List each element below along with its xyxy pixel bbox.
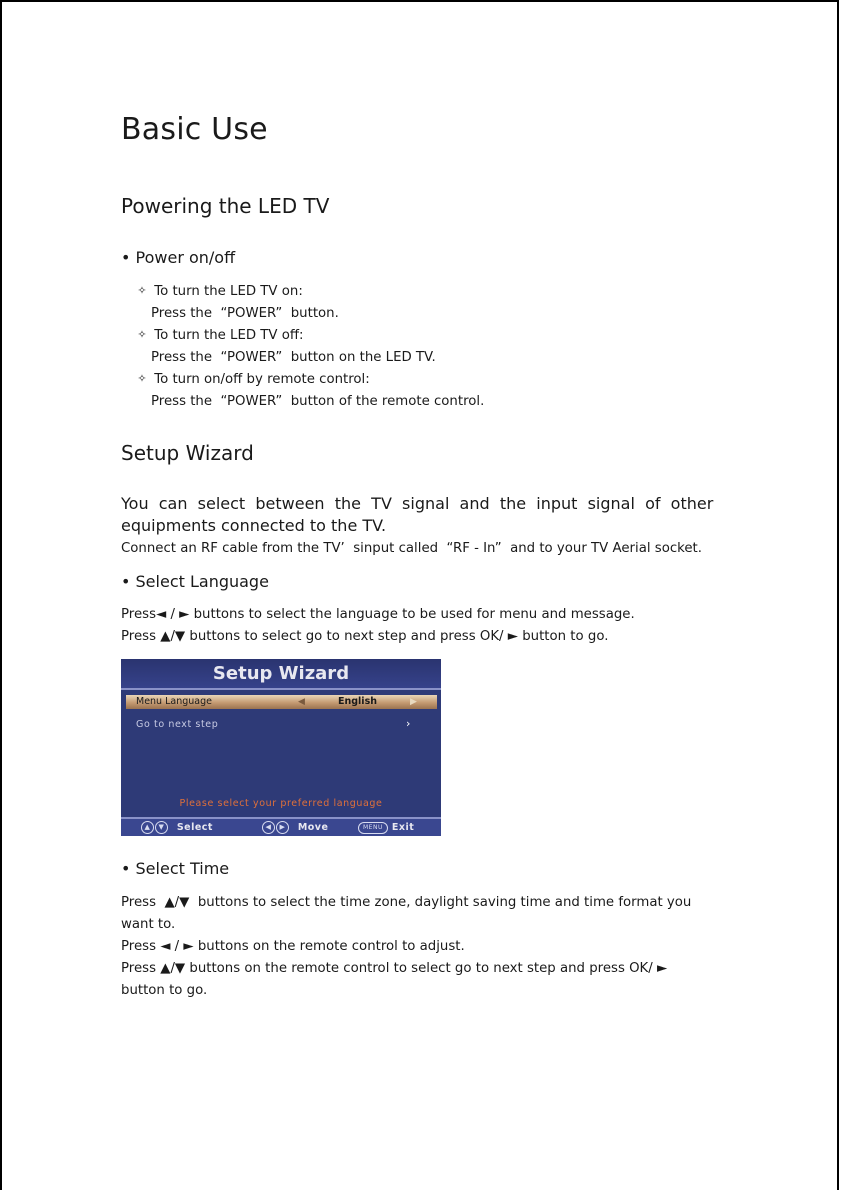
bullet-select-time: • Select Time [121,859,230,878]
list-item [134,372,370,387]
intro-line-1: You can select between the TV signal and the input signal of other [121,494,714,513]
item-label: To turn the LED TV on: [154,284,303,299]
time-instruction-5: button to go. [121,983,208,998]
diamond-icon: ✧ [137,372,147,385]
diamond-icon: ✧ [137,328,147,341]
tv-setup-wizard-screen [121,659,441,836]
item-label: To turn the LED TV off: [154,328,304,343]
left-button-icon: ◀ [262,821,275,834]
time-instruction-4: Press ▲/▼ buttons on the remote control to select go to next step and press OK/ ► [121,961,668,976]
language-instruction-1: Press◄ / ► buttons to select the language to be used for menu and message. [121,607,635,622]
footer-move-label: Move [297,822,329,833]
section-heading-setup-wizard: Setup Wizard [121,441,254,465]
right-button-icon: ▶ [276,821,289,834]
chevron-right-icon: › [406,717,411,730]
time-instruction-1: Press ▲/▼ buttons to select the time zone, daylight saving time and time format you [121,895,692,910]
item-detail: Press the “POWER” button on the LED TV. [151,350,436,365]
connect-instruction: Connect an RF cable from the TV’ sinput called “RF - In” and to your TV Aerial socket. [121,541,702,556]
time-instruction-2: want to. [121,917,176,932]
time-instruction-3: Press ◄ / ► buttons on the remote control to adjust. [121,939,465,954]
menu-language-label: Menu Language [136,696,212,707]
page-title: Basic Use [121,112,268,147]
section-heading-powering: Powering the LED TV [121,194,330,218]
menu-language-value: English [338,696,377,707]
footer-exit [358,819,414,836]
item-detail: Press the “POWER” button. [151,306,339,321]
footer-select [141,819,213,836]
tv-screen-title: Setup Wizard [121,659,441,688]
item-detail: Press the “POWER” button of the remote control. [151,394,485,409]
intro-line-2: equipments connected to the TV. [121,516,387,535]
list-item [134,328,304,343]
tv-hint-text: Please select your preferred language [179,798,383,809]
language-instruction-2: Press ▲/▼ buttons to select go to next step and press OK/ ► button to go. [121,629,609,644]
down-button-icon: ▼ [155,821,168,834]
bullet-power-on-off: • Power on/off [121,248,236,267]
menu-key-icon: MENU [358,822,388,834]
diamond-icon: ✧ [137,284,147,297]
tv-divider [121,688,441,690]
menu-language-row[interactable] [126,695,437,709]
arrow-left-icon[interactable]: ◀ [298,697,305,707]
go-to-next-step-item[interactable]: Go to next step [136,719,219,730]
footer-exit-label: Exit [391,822,415,833]
item-label: To turn on/off by remote control: [154,372,370,387]
footer-select-label: Select [176,822,213,833]
bullet-select-language: • Select Language [121,572,269,591]
tv-footer [121,817,441,836]
list-item [134,284,303,299]
arrow-right-icon[interactable]: ▶ [410,697,417,707]
footer-move [262,819,328,836]
up-button-icon: ▲ [141,821,154,834]
